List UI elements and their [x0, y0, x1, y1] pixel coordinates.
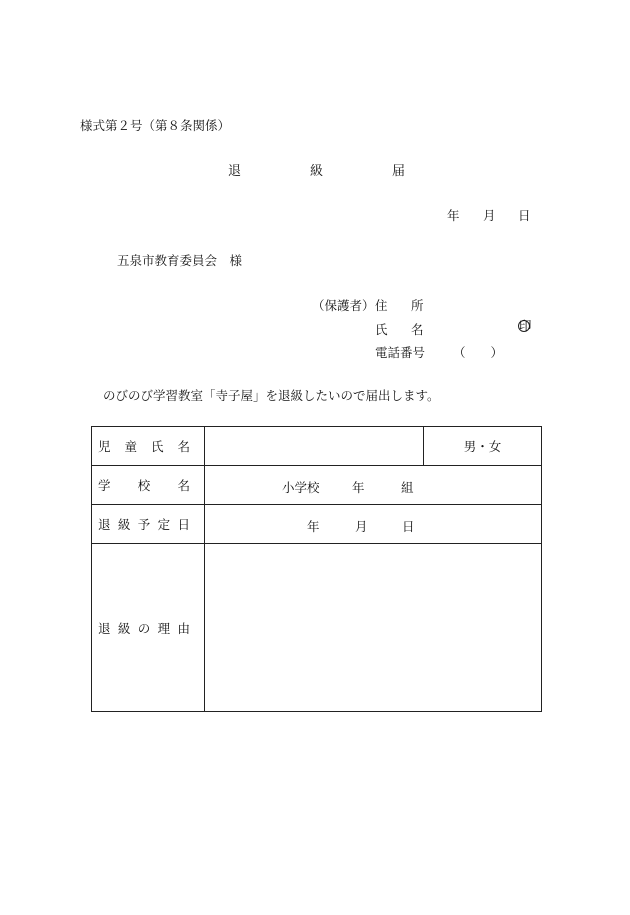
planned-date-label [92, 505, 205, 544]
label-char: の [137, 620, 151, 636]
label-char: 氏 [150, 439, 164, 454]
date-day: 日 [518, 208, 531, 223]
label-char: 校 [137, 478, 151, 493]
label-char: 級 [117, 517, 131, 532]
reason-field[interactable] [205, 544, 542, 712]
label-char: 名 [177, 439, 190, 454]
address-label-1: 住 [375, 298, 388, 313]
form-number: 様式第２号（第８条関係） [80, 118, 231, 133]
school-field[interactable] [205, 466, 542, 505]
statement: のびのび学習教室「寺子屋」を退級したいので届出します。 [103, 388, 440, 403]
label-char: 童 [124, 439, 137, 454]
date-month: 月 [483, 208, 496, 223]
label-char: 児 [98, 439, 111, 454]
school-label [92, 466, 205, 505]
reason-row [92, 544, 542, 712]
label-char: 理 [157, 620, 171, 636]
school-suffix: 小学校 [282, 480, 320, 495]
planned-month: 月 [355, 519, 368, 534]
phone-parens: （ ） [453, 345, 504, 360]
label-char: 退 [98, 517, 111, 532]
class-label: 組 [401, 480, 414, 495]
gender-field[interactable]: 男・女 [424, 427, 542, 466]
title-char-2: 級 [310, 164, 324, 179]
reason-label [92, 544, 205, 712]
school-row [92, 466, 542, 505]
label-char: 級 [117, 620, 131, 636]
child-name-field[interactable] [205, 427, 424, 466]
label-char: 定 [157, 517, 171, 532]
label-char: 学 [98, 478, 111, 493]
addressee: 五泉市教育委員会 様 [117, 253, 243, 268]
label-char: 由 [177, 620, 190, 636]
guardian-prefix: （保護者） [312, 298, 375, 313]
name-label-2: 名 [411, 322, 424, 337]
title-char-3: 届 [392, 164, 406, 179]
label-char: 日 [177, 517, 190, 532]
address-label-2: 所 [411, 298, 424, 313]
title-char-1: 退 [228, 164, 242, 179]
planned-day: 日 [402, 519, 415, 534]
date-year: 年 [447, 208, 460, 223]
name-label-1: 氏 [375, 322, 388, 337]
label-char: 名 [177, 478, 190, 493]
seal-mark: 印 [519, 318, 532, 333]
planned-date-row [92, 505, 542, 544]
child-name-label [92, 427, 205, 466]
phone-label: 電話番号 [375, 345, 426, 360]
planned-date-field[interactable] [205, 505, 542, 544]
planned-year: 年 [307, 519, 320, 534]
label-char: 退 [98, 620, 111, 636]
withdrawal-form-table [91, 426, 542, 712]
grade-label: 年 [352, 480, 365, 495]
child-name-row [92, 427, 542, 466]
label-char: 予 [137, 517, 151, 532]
